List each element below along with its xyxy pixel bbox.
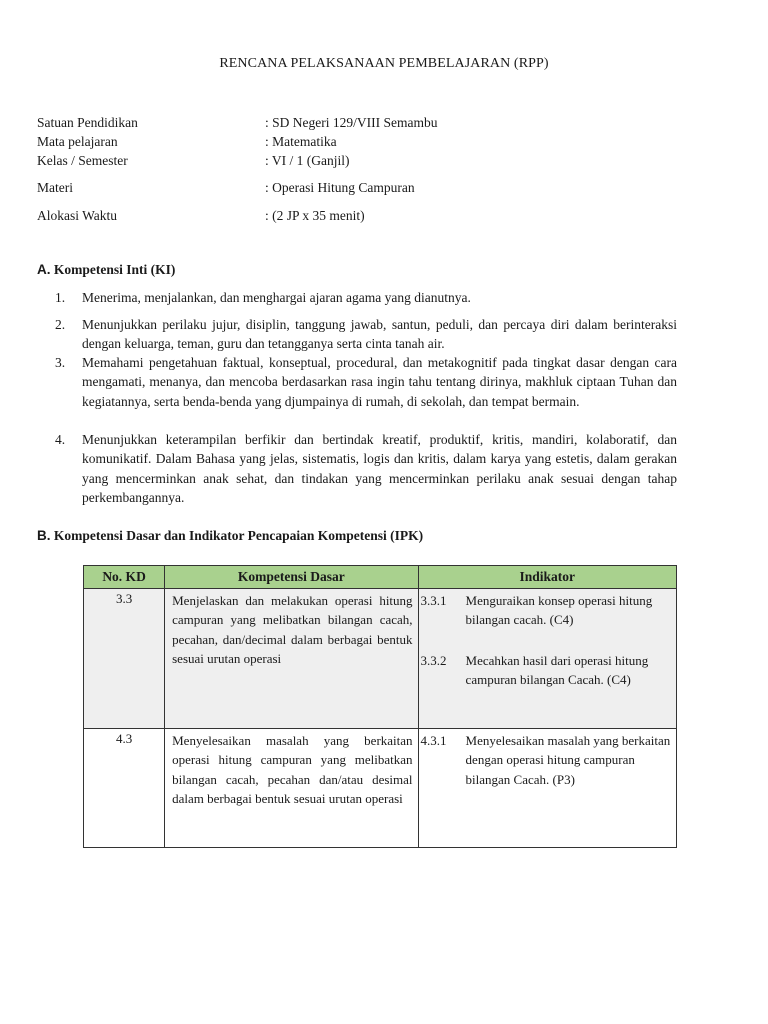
- meta-label: Kelas / Semester: [37, 153, 128, 168]
- list-number: 2.: [55, 317, 66, 332]
- list-text: Memahami pengetahuan faktual, konseptual, procedural, dan metakognitif pada tingkat dasar dengan cara mengamati, menanya, dan mencoba berdasarkan rasa ingin tahu tentang dirinya, makhluk ciptaan Tuhan dan kegiatannya, serta benda-benda yang djumpainya di rumah, di sekolah, dan tempat bermain.: [82, 355, 677, 409]
- meta-label: Materi: [37, 180, 73, 195]
- cell-kompetensi-dasar: Menyelesaikan masalah yang berkaitan operasi hitung campuran yang melibatkan bilangan cacah, pecahan dan/atau desimal dalam berbagai bentuk sesuai urutan operasi: [165, 729, 418, 848]
- header-indikator: Indikator: [418, 566, 676, 589]
- cell-indikator: [418, 589, 676, 729]
- section-title: Kompetensi Inti (KI): [53, 262, 176, 277]
- indikator-text: Menguraikan konsep operasi hitung bilangan cacah. (C4): [465, 593, 653, 628]
- header-no-kd: No. KD: [84, 566, 165, 589]
- list-text: Menunjukkan perilaku jujur, disiplin, tanggung jawab, santun, peduli, dan percaya diri dalam berinteraksi dengan keluarga, teman, guru dan tetangganya serta cinta tanah air.: [82, 317, 677, 352]
- section-a-heading: [37, 262, 175, 278]
- table-row: [84, 729, 677, 848]
- indikator-text: Mecahkan hasil dari operasi hitung campuran bilangan Cacah. (C4): [465, 652, 649, 687]
- cell-indikator: [418, 729, 676, 848]
- header-kompetensi-dasar: Kompetensi Dasar: [165, 566, 418, 589]
- table-header-row: [84, 566, 677, 589]
- meta-label: Alokasi Waktu: [37, 208, 118, 223]
- indikator-number: 4.3.1: [420, 733, 447, 748]
- indikator-item: [419, 651, 676, 690]
- section-letter: A.: [37, 262, 51, 277]
- meta-value: : Operasi Hitung Campuran: [265, 180, 415, 195]
- section-letter: B.: [37, 528, 51, 543]
- list-text: Menerima, menjalankan, dan menghargai ajaran agama yang dianutnya.: [82, 290, 471, 305]
- document-title: RENCANA PELAKSANAAN PEMBELAJARAN (RPP): [219, 56, 549, 71]
- meta-value: : SD Negeri 129/VIII Semambu: [265, 115, 438, 130]
- cell-no-kd: 4.3: [84, 729, 165, 848]
- indikator-text: Menyelesaikan masalah yang berkaitan dengan operasi hitung campuran bilangan Cacah. (P3): [465, 733, 671, 787]
- indikator-item: [419, 591, 676, 630]
- list-text: Menunjukkan keterampilan berfikir dan bertindak kreatif, produktif, kritis, mandiri, kolaboratif, dan komunikatif. Dalam Bahasa yang jelas, sistematis, logis dan kritis, dalam karya yang estetis, dalam gerakan yang mencerminkan anak sehat, dan tindakan yang mencerminkan perilaku anak sesuai dengan tahap perkembangannya.: [82, 432, 677, 505]
- list-number: 4.: [55, 432, 66, 447]
- cell-no-kd: 3.3: [84, 589, 165, 729]
- indikator-number: 3.3.2: [420, 652, 447, 668]
- section-title: Kompetensi Dasar dan Indikator Pencapaian Kompetensi (IPK): [53, 528, 424, 543]
- section-b-heading: [37, 528, 423, 544]
- meta-value: : VI / 1 (Ganjil): [265, 153, 350, 168]
- list-number: 1.: [55, 290, 66, 305]
- indikator-number: 3.3.1: [420, 593, 447, 608]
- meta-value: : (2 JP x 35 menit): [265, 208, 365, 223]
- meta-value: : Matematika: [265, 134, 337, 149]
- meta-label: Satuan Pendidikan: [37, 115, 138, 130]
- table-row: [84, 589, 677, 729]
- cell-kompetensi-dasar: Menjelaskan dan melakukan operasi hitung campuran yang melibatkan bilangan cacah, pecahan, dan/decimal dalam berbagai bentuk sesuai urutan operasi: [165, 589, 418, 729]
- indikator-item: [419, 731, 676, 789]
- list-number: 3.: [55, 355, 66, 370]
- meta-label: Mata pelajaran: [37, 134, 118, 149]
- kd-indikator-table: [83, 565, 677, 848]
